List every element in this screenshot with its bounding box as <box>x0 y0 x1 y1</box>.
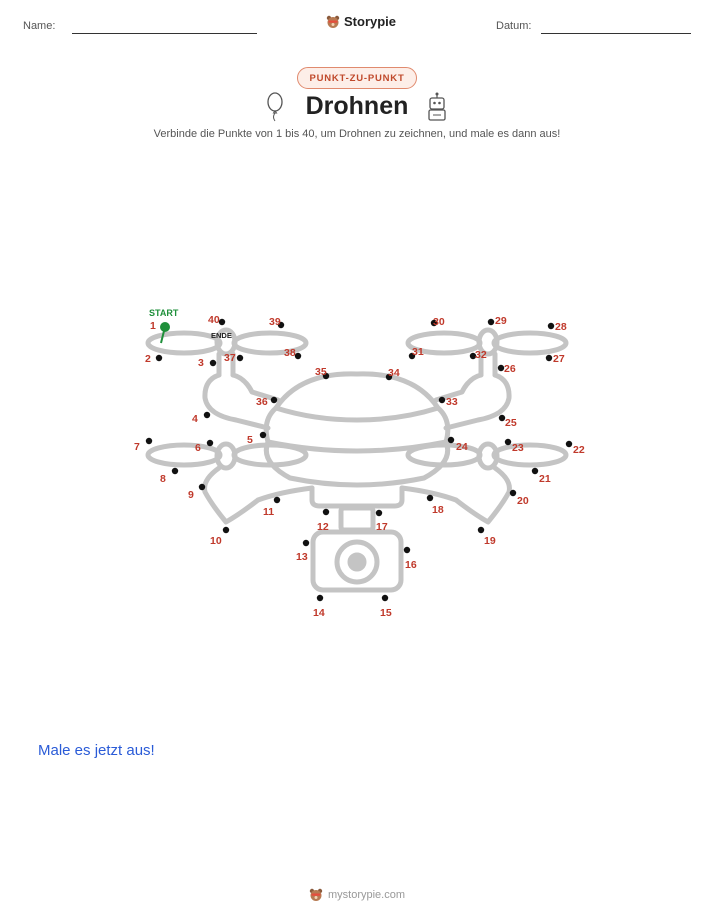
dot-number-3: 3 <box>198 357 204 369</box>
dot-9 <box>199 484 205 490</box>
dot-11 <box>274 497 280 503</box>
end-label: ENDE <box>211 331 232 340</box>
dot-17 <box>376 510 382 516</box>
dot-27 <box>546 355 552 361</box>
dot-number-26: 26 <box>504 363 516 375</box>
dot-number-37: 37 <box>224 352 236 364</box>
dot-number-28: 28 <box>555 321 567 333</box>
dot-number-1: 1 <box>150 320 156 332</box>
dot-5 <box>260 432 266 438</box>
dot-12 <box>323 509 329 515</box>
dot-22 <box>566 441 572 447</box>
dot-4 <box>204 412 210 418</box>
dot-number-35: 35 <box>315 366 327 378</box>
color-it-prompt: Male es jetzt aus! <box>38 742 155 759</box>
dot-number-18: 18 <box>432 504 444 516</box>
dot-21 <box>532 468 538 474</box>
dot-38 <box>295 353 301 359</box>
dot-number-40: 40 <box>208 314 220 326</box>
name-label: Name: <box>23 20 56 32</box>
bear-icon <box>309 888 323 902</box>
dot-number-4: 4 <box>192 413 198 425</box>
dot-number-6: 6 <box>195 442 201 454</box>
dot-number-23: 23 <box>512 442 524 454</box>
dot-number-32: 32 <box>475 349 487 361</box>
dot-19 <box>478 527 484 533</box>
dot-15 <box>382 595 388 601</box>
dot-number-10: 10 <box>210 535 222 547</box>
dot-number-30: 30 <box>433 316 445 328</box>
dot-number-11: 11 <box>263 506 275 518</box>
dot-number-24: 24 <box>456 441 468 453</box>
footer <box>0 888 714 902</box>
dot-number-16: 16 <box>405 559 417 571</box>
dot-number-2: 2 <box>145 353 151 365</box>
page-title: Drohnen <box>305 92 409 120</box>
dot-number-25: 25 <box>505 417 517 429</box>
dot-number-29: 29 <box>495 315 507 327</box>
dot-13 <box>303 540 309 546</box>
brand-name: Storypie <box>344 14 397 29</box>
dot-number-36: 36 <box>256 396 268 408</box>
dot-20 <box>510 490 516 496</box>
start-label: START <box>149 308 179 318</box>
dot-number-15: 15 <box>380 607 392 619</box>
dot-number-33: 33 <box>446 396 458 408</box>
footer-url[interactable]: mystorypie.com <box>327 889 406 901</box>
date-label: Datum: <box>496 20 532 32</box>
dot-number-7: 7 <box>134 441 140 453</box>
dot-number-13: 13 <box>296 551 308 563</box>
dot-29 <box>488 319 494 325</box>
dot-number-12: 12 <box>317 521 329 533</box>
instructions: Verbinde die Punkte von 1 bis 40, um Drohnen zu zeichnen, und male es dann aus! <box>153 128 561 140</box>
dot-7 <box>146 438 152 444</box>
dot-36 <box>271 397 277 403</box>
dot-number-31: 31 <box>412 346 424 358</box>
dot-23 <box>505 439 511 445</box>
dot-number-8: 8 <box>160 473 166 485</box>
dot-number-20: 20 <box>517 495 529 507</box>
dot-16 <box>404 547 410 553</box>
dot-37 <box>237 355 243 361</box>
dot-number-27: 27 <box>553 353 565 365</box>
dot-10 <box>223 527 229 533</box>
dot-18 <box>427 495 433 501</box>
dot-number-14: 14 <box>313 607 325 619</box>
dot-number-34: 34 <box>388 367 400 379</box>
dot-24 <box>448 437 454 443</box>
dot-number-22: 22 <box>573 444 585 456</box>
dot-number-5: 5 <box>247 434 253 446</box>
dot-6 <box>207 440 213 446</box>
dot-number-9: 9 <box>188 489 194 501</box>
dot-2 <box>156 355 162 361</box>
category-badge: PUNKT-ZU-PUNKT <box>297 67 417 89</box>
dot-14 <box>317 595 323 601</box>
dot-40 <box>219 319 225 325</box>
dot-number-39: 39 <box>269 316 281 328</box>
dot-8 <box>172 468 178 474</box>
dot-33 <box>439 397 445 403</box>
dot-number-21: 21 <box>539 473 551 485</box>
dot-number-17: 17 <box>376 521 388 533</box>
dot-number-19: 19 <box>484 535 496 547</box>
dot-3 <box>210 360 216 366</box>
dot-28 <box>548 323 554 329</box>
dot-number-38: 38 <box>284 347 296 359</box>
